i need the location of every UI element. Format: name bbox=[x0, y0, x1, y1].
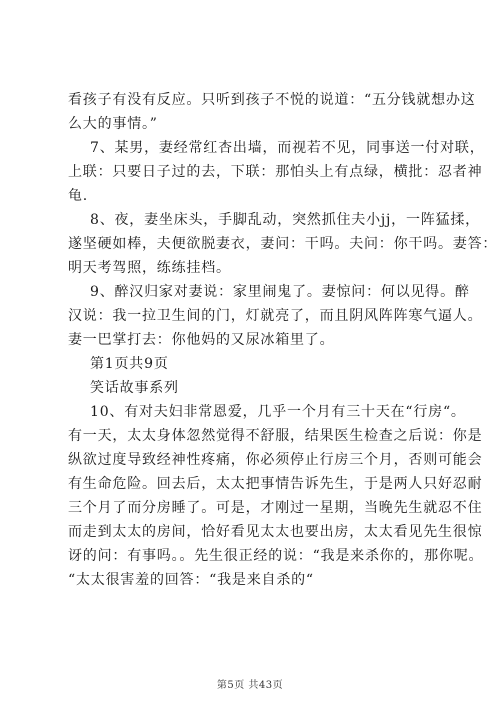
text-line: 第1页共9页 bbox=[90, 356, 169, 372]
document-body bbox=[68, 88, 498, 592]
text-line: 9、醉汉归家对妻说：家里闹鬼了。妻惊问：何以见得。醉 bbox=[90, 284, 470, 300]
text-line: 妻一巴掌打去：你他妈的又尿冰箱里了。 bbox=[68, 332, 335, 348]
text-line: 有生命危险。回去后，太太把事情告诉先生，于是两人只好忍耐 bbox=[68, 476, 483, 492]
text-line: 看孩子有没有反应。只听到孩子不悦的说道：“五分钱就想办这 bbox=[68, 92, 476, 108]
text-line: 7、某男，妻经常红杏出墙，而视若不见，同事送一付对联， bbox=[90, 140, 485, 156]
text-line: 纵欲过度导致经神性疼痛，你必须停止行房三个月，否则可能会 bbox=[68, 452, 483, 468]
text-line: 笑话故事系列 bbox=[90, 380, 179, 396]
text-line: 么大的事情。” bbox=[68, 116, 158, 132]
text-line: “太太很害羞的回答：“我是来自杀的“ bbox=[68, 572, 314, 588]
text-line: 三个月了而分房睡了。可是，才刚过一星期，当晚先生就忍不住 bbox=[68, 500, 483, 516]
text-line: 上联：只要日子过的去，下联：那怕头上有点绿，横批：忍者神 bbox=[68, 164, 483, 180]
page-footer: 第5页 共43页 bbox=[216, 680, 284, 691]
text-line: 明天考驾照，练练挂档。 bbox=[68, 260, 231, 276]
text-line: 而走到太太的房间，恰好看见太太也要出房，太太看见先生很惊 bbox=[68, 524, 483, 540]
text-line: 讶的问：有事吗。。先生很正经的说：“我是来杀你的，那你呢。 bbox=[68, 548, 484, 564]
text-line: 8、夜，妻坐床头，手脚乱动，突然抓住夫小jj，一阵猛揉， bbox=[90, 212, 480, 228]
text-line: 有一天，太太身体忽然觉得不舒服，结果医生检查之后说：你是 bbox=[68, 428, 483, 444]
text-line: 10、有对夫妇非常恩爱，几乎一个月有三十天在“行房“。 bbox=[90, 404, 466, 420]
text-line: 汉说：我一拉卫生间的门，灯就亮了，而且阴风阵阵寒气逼人。 bbox=[68, 308, 483, 324]
text-line: 遂坚硬如棒，夫便欲脱妻衣，妻问：干吗。夫问：你干吗。妻答： bbox=[68, 236, 498, 252]
text-line: 龟. bbox=[68, 188, 89, 204]
